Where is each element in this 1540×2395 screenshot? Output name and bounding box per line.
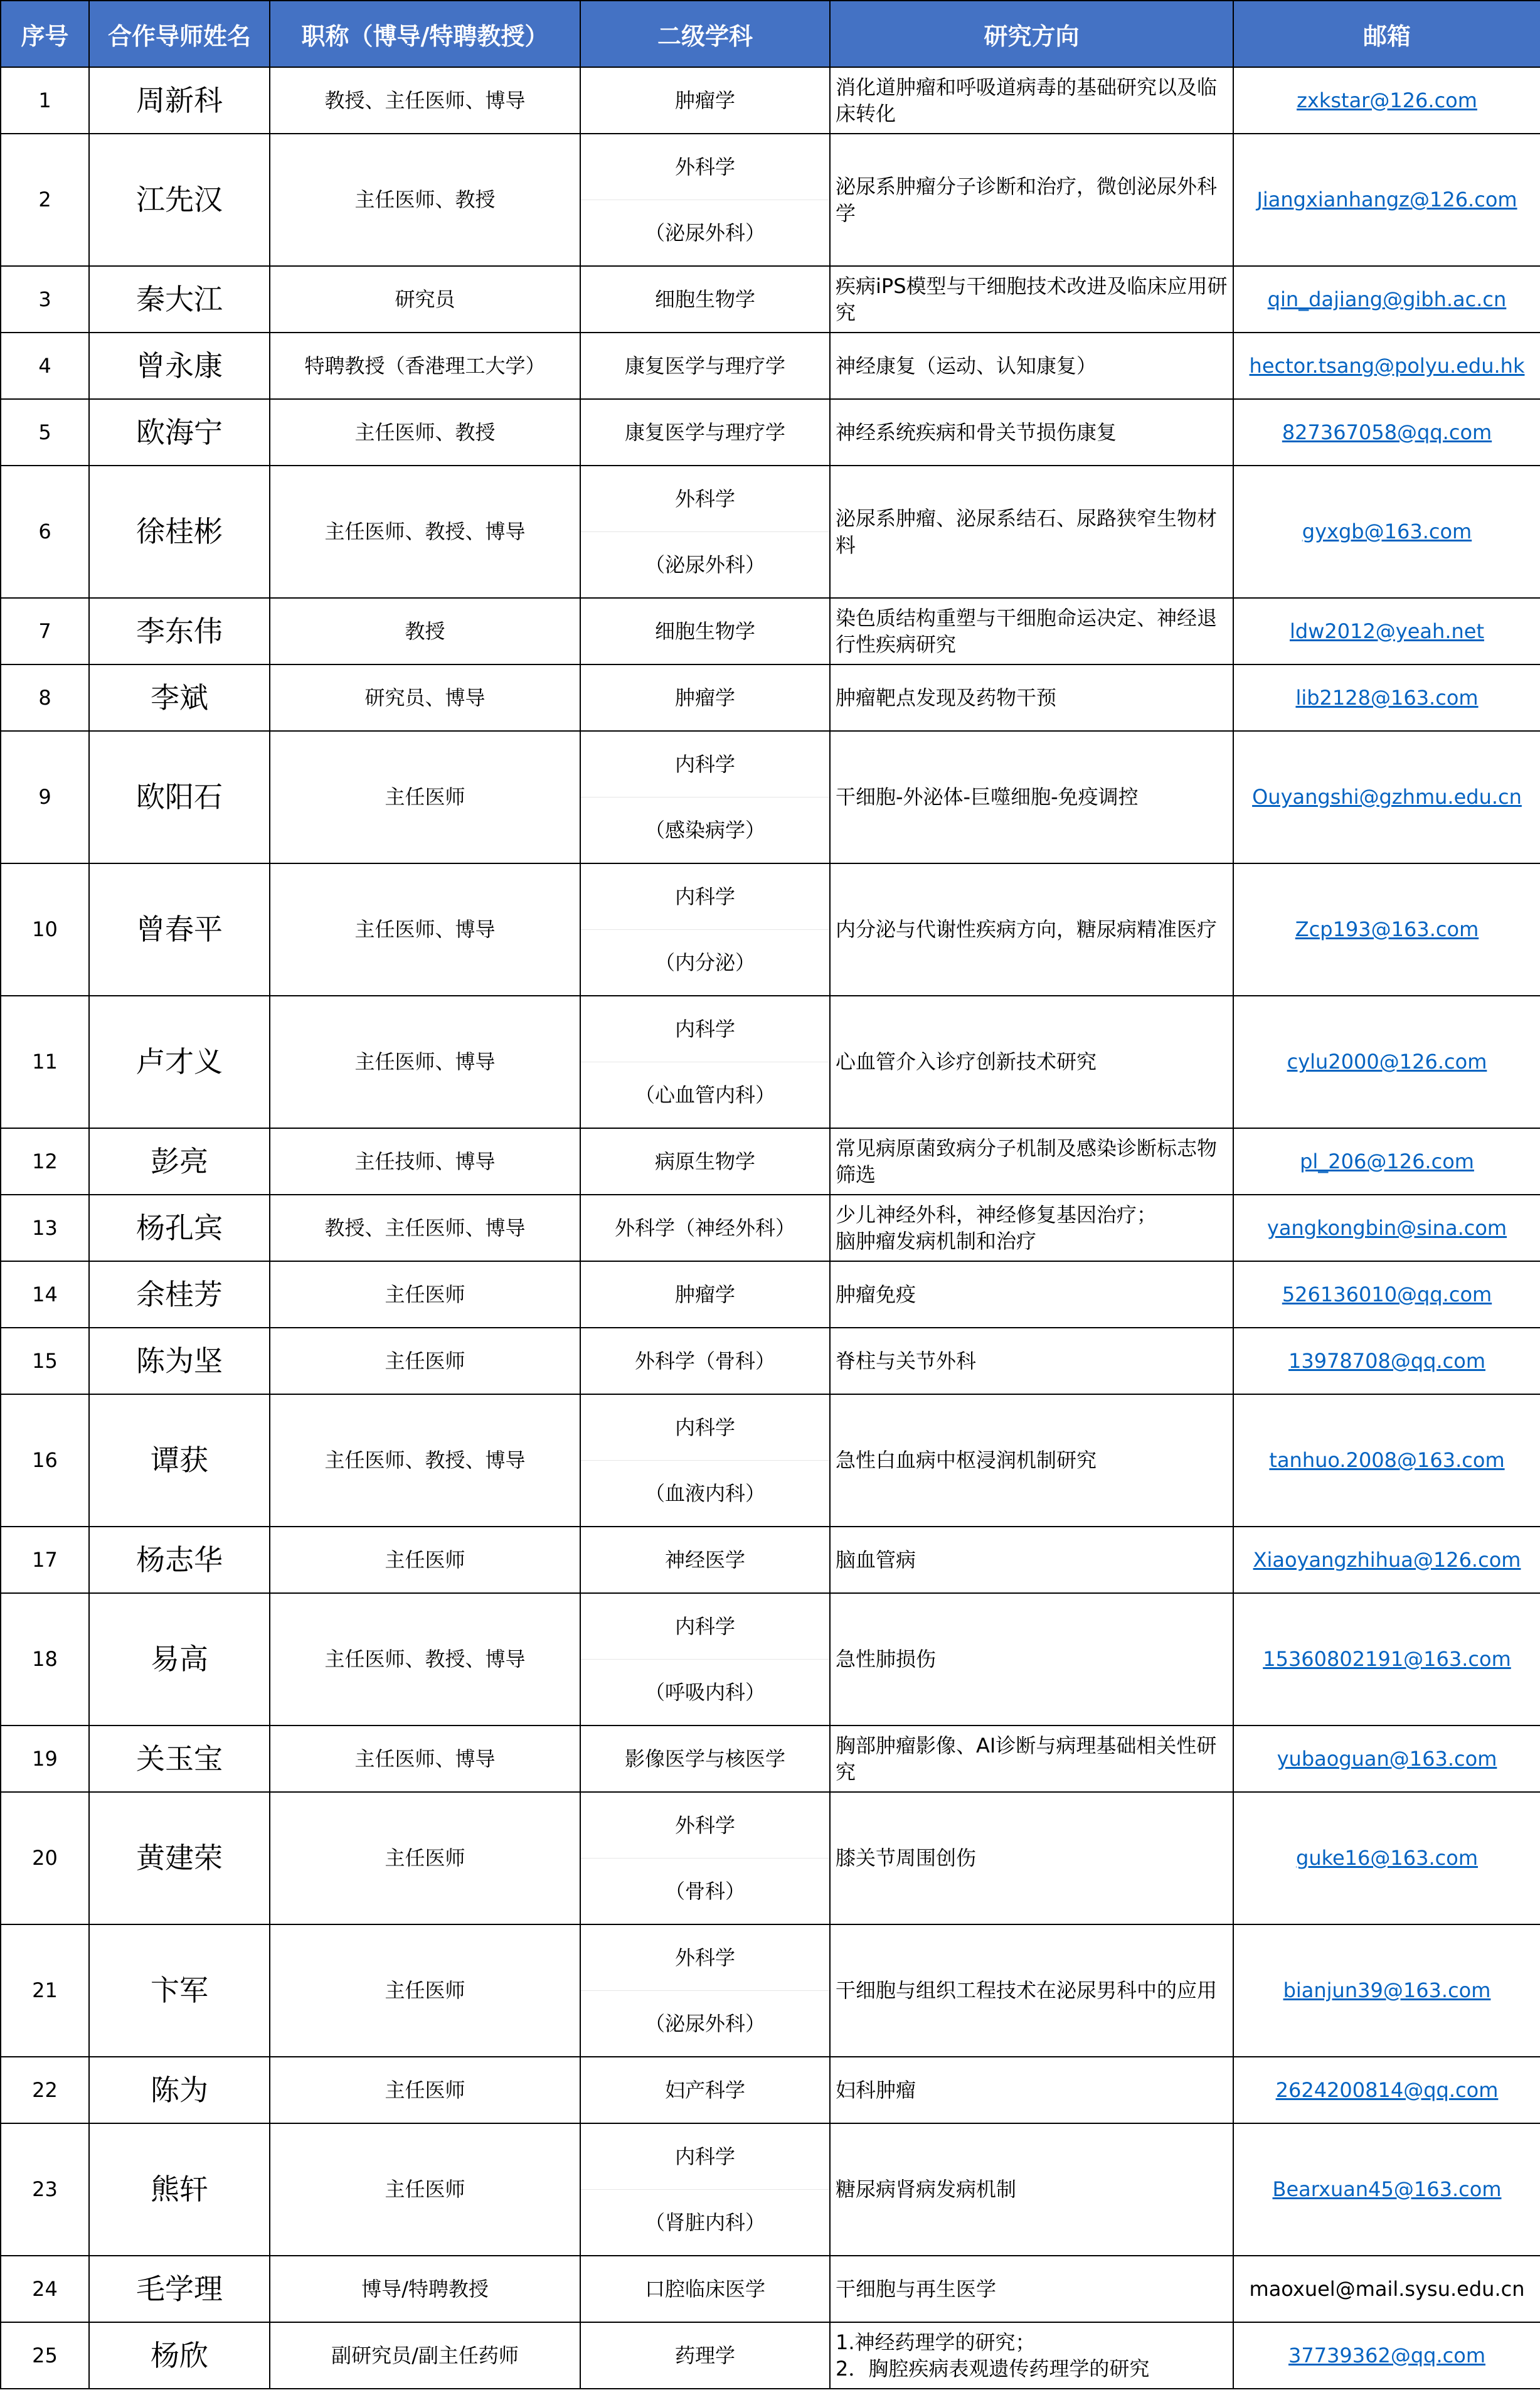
subject-specialty: （血液内科）	[581, 1460, 829, 1526]
email-link[interactable]: pl_206@126.com	[1300, 1149, 1474, 1173]
direction-line: 少儿神经外科，神经修复基因治疗；	[836, 1202, 1157, 1227]
row-number: 10	[1, 863, 89, 996]
research-direction: 糖尿病肾病发病机制	[830, 2123, 1233, 2256]
mentor-name: 江先汉	[89, 134, 270, 266]
subject-main: 外科学	[674, 1945, 735, 1970]
subject	[580, 1593, 830, 1726]
mentor-name: 秦大江	[89, 266, 270, 333]
mentor-title: 主任医师、教授、博导	[270, 1394, 580, 1527]
row-number: 16	[1, 1394, 89, 1527]
email-cell	[1233, 2123, 1540, 2256]
subject	[580, 2123, 830, 2256]
row-number: 23	[1, 2123, 89, 2256]
subject-specialty: （感染病学）	[581, 797, 829, 863]
subject: 肿瘤学	[580, 1261, 830, 1328]
row-number: 4	[1, 333, 89, 399]
subject	[580, 996, 830, 1128]
research-direction: 泌尿系肿瘤分子诊断和治疗，微创泌尿外科学	[830, 134, 1233, 266]
row-number: 13	[1, 1195, 89, 1261]
mentor-title: 主任医师	[270, 1527, 580, 1593]
subject-main: 内科学	[674, 884, 735, 909]
row-number: 11	[1, 996, 89, 1128]
mentor-name: 杨欣	[89, 2322, 270, 2389]
subject: 肿瘤学	[580, 664, 830, 731]
email-link[interactable]: Xiaoyangzhihua@126.com	[1253, 1547, 1521, 1572]
direction-line: 2．胸腔疾病表观遗传药理学的研究	[836, 2357, 1150, 2381]
subject-specialty: （内分泌）	[581, 929, 829, 995]
subject	[580, 1792, 830, 1924]
row-number: 25	[1, 2322, 89, 2389]
subject-main: 内科学	[674, 1614, 735, 1638]
subject: 细胞生物学	[580, 598, 830, 664]
subject: 康复医学与理疗学	[580, 399, 830, 466]
research-direction: 脊柱与关节外科	[830, 1328, 1233, 1394]
mentor-title: 主任医师	[270, 2123, 580, 2256]
subject: 肿瘤学	[580, 67, 830, 134]
mentor-title: 主任医师	[270, 1328, 580, 1394]
table-row	[1, 1195, 1540, 1261]
email-cell	[1233, 598, 1540, 664]
mentor-name: 杨孔宾	[89, 1195, 270, 1261]
table-row	[1, 134, 1540, 266]
subject: 神经医学	[580, 1527, 830, 1593]
subject: 妇产科学	[580, 2057, 830, 2123]
email-link[interactable]: lib2128@163.com	[1295, 685, 1479, 710]
table-row	[1, 1593, 1540, 1726]
subject-main: 内科学	[674, 1016, 735, 1041]
mentor-title: 研究员	[270, 266, 580, 333]
mentor-name: 曾永康	[89, 333, 270, 399]
subject	[580, 1924, 830, 2057]
mentor-title: 教授	[270, 598, 580, 664]
mentor-title: 教授、主任医师、博导	[270, 1195, 580, 1261]
table-row	[1, 466, 1540, 598]
row-number: 9	[1, 731, 89, 863]
mentor-title: 特聘教授（香港理工大学）	[270, 333, 580, 399]
email-link[interactable]: 526136010@qq.com	[1282, 1282, 1492, 1306]
header-email: 邮箱	[1233, 1, 1540, 67]
email-link[interactable]: yubaoguan@163.com	[1277, 1746, 1497, 1771]
header-title: 职称（博导/特聘教授）	[270, 1, 580, 67]
subject-specialty: （心血管内科）	[581, 1062, 829, 1128]
mentor-title: 主任医师、教授、博导	[270, 466, 580, 598]
mentor-name: 毛学理	[89, 2256, 270, 2322]
subject-main: 内科学	[674, 2144, 735, 2168]
research-direction: 常见病原菌致病分子机制及感染诊断标志物筛选	[830, 1128, 1233, 1195]
research-direction	[830, 2322, 1233, 2389]
research-direction: 泌尿系肿瘤、泌尿系结石、尿路狭窄生物材料	[830, 466, 1233, 598]
email-cell	[1233, 1195, 1540, 1261]
row-number: 3	[1, 266, 89, 333]
research-direction: 神经康复（运动、认知康复）	[830, 333, 1233, 399]
mentor-name: 关玉宝	[89, 1726, 270, 1792]
research-direction: 肿瘤免疫	[830, 1261, 1233, 1328]
subject-specialty: （泌尿外科）	[581, 200, 829, 265]
subject: 外科学（骨科）	[580, 1328, 830, 1394]
email-cell	[1233, 1924, 1540, 2057]
mentor-title: 主任医师	[270, 2057, 580, 2123]
table-row	[1, 731, 1540, 863]
direction-line: 脑肿瘤发病机制和治疗	[836, 1229, 1037, 1253]
header-row	[1, 1, 1540, 67]
header-direction: 研究方向	[830, 1, 1233, 67]
table-row	[1, 266, 1540, 333]
email-link[interactable]: tanhuo.2008@163.com	[1269, 1448, 1505, 1473]
research-direction: 肿瘤靶点发现及药物干预	[830, 664, 1233, 731]
mentor-title: 主任医师	[270, 1924, 580, 2057]
subject-specialty: （骨科）	[581, 1858, 829, 1924]
subject: 康复医学与理疗学	[580, 333, 830, 399]
table-row	[1, 664, 1540, 731]
email-link[interactable]: 13978708@qq.com	[1288, 1348, 1485, 1373]
table-row	[1, 1924, 1540, 2057]
research-direction: 染色质结构重塑与干细胞命运决定、神经退行性疾病研究	[830, 598, 1233, 664]
email-cell	[1233, 996, 1540, 1128]
research-direction: 急性肺损伤	[830, 1593, 1233, 1726]
row-number: 24	[1, 2256, 89, 2322]
email-link[interactable]: zxkstar@126.com	[1297, 88, 1477, 112]
row-number: 6	[1, 466, 89, 598]
table-row	[1, 2123, 1540, 2256]
email-cell	[1233, 266, 1540, 333]
mentor-title: 主任医师、教授	[270, 399, 580, 466]
header-subject: 二级学科	[580, 1, 830, 67]
subject-main: 外科学	[674, 486, 735, 511]
mentor-title: 主任医师	[270, 731, 580, 863]
email-text: maoxuel@mail.sysu.edu.cn	[1249, 2276, 1525, 2301]
mentor-title: 研究员、博导	[270, 664, 580, 731]
table-row	[1, 598, 1540, 664]
table-row	[1, 2057, 1540, 2123]
subject-main: 内科学	[674, 752, 735, 776]
email-link[interactable]: 2624200814@qq.com	[1275, 2078, 1499, 2102]
mentor-name: 黄建荣	[89, 1792, 270, 1924]
mentor-title: 教授、主任医师、博导	[270, 67, 580, 134]
table-row	[1, 1261, 1540, 1328]
email-link[interactable]: bianjun39@163.com	[1283, 1978, 1491, 2003]
table-row	[1, 1128, 1540, 1195]
row-number: 1	[1, 67, 89, 134]
mentor-title: 主任医师、教授	[270, 134, 580, 266]
email-link[interactable]: yangkongbin@sina.com	[1267, 1215, 1507, 1240]
email-cell	[1233, 1328, 1540, 1394]
row-number: 8	[1, 664, 89, 731]
email-link[interactable]: 15360802191@163.com	[1263, 1647, 1511, 1672]
mentor-name: 熊轩	[89, 2123, 270, 2256]
row-number: 12	[1, 1128, 89, 1195]
subject: 口腔临床医学	[580, 2256, 830, 2322]
direction-line: 1.神经药理学的研究；	[836, 2330, 1036, 2354]
subject	[580, 863, 830, 996]
research-direction: 急性白血病中枢浸润机制研究	[830, 1394, 1233, 1527]
mentor-name: 彭亮	[89, 1128, 270, 1195]
mentor-name: 欧海宁	[89, 399, 270, 466]
row-number: 22	[1, 2057, 89, 2123]
table-row	[1, 2256, 1540, 2322]
research-direction: 胸部肿瘤影像、AI诊断与病理基础相关性研究	[830, 1726, 1233, 1792]
subject: 药理学	[580, 2322, 830, 2389]
row-number: 5	[1, 399, 89, 466]
email-cell	[1233, 333, 1540, 399]
table-row	[1, 399, 1540, 466]
row-number: 2	[1, 134, 89, 266]
research-direction: 心血管介入诊疗创新技术研究	[830, 996, 1233, 1128]
email-cell	[1233, 1128, 1540, 1195]
mentor-name: 李斌	[89, 664, 270, 731]
subject-specialty: （肾脏内科）	[581, 2189, 829, 2255]
email-cell	[1233, 664, 1540, 731]
research-direction: 内分泌与代谢性疾病方向，糖尿病精准医疗	[830, 863, 1233, 996]
mentor-title: 副研究员/副主任药师	[270, 2322, 580, 2389]
email-cell	[1233, 1593, 1540, 1726]
mentor-name: 曾春平	[89, 863, 270, 996]
research-direction	[830, 1195, 1233, 1261]
mentor-title: 主任医师、博导	[270, 863, 580, 996]
research-direction: 干细胞与组织工程技术在泌尿男科中的应用	[830, 1924, 1233, 2057]
subject-main: 内科学	[674, 1415, 735, 1439]
research-direction: 神经系统疾病和骨关节损伤康复	[830, 399, 1233, 466]
table-row	[1, 1792, 1540, 1924]
table-row	[1, 863, 1540, 996]
email-cell	[1233, 1394, 1540, 1527]
row-number: 15	[1, 1328, 89, 1394]
row-number: 14	[1, 1261, 89, 1328]
email-link[interactable]: guke16@163.com	[1296, 1846, 1478, 1870]
research-direction: 干细胞-外泌体-巨噬细胞-免疫调控	[830, 731, 1233, 863]
mentor-name: 欧阳石	[89, 731, 270, 863]
mentor-title: 博导/特聘教授	[270, 2256, 580, 2322]
mentor-name: 杨志华	[89, 1527, 270, 1593]
header-no: 序号	[1, 1, 89, 67]
subject	[580, 466, 830, 598]
research-direction: 妇科肿瘤	[830, 2057, 1233, 2123]
email-link[interactable]: 37739362@qq.com	[1288, 2343, 1485, 2367]
email-cell	[1233, 863, 1540, 996]
email-cell	[1233, 134, 1540, 266]
research-direction: 膝关节周围创伤	[830, 1792, 1233, 1924]
subject-specialty: （泌尿外科）	[581, 1990, 829, 2056]
mentor-name: 余桂芳	[89, 1261, 270, 1328]
email-cell	[1233, 1527, 1540, 1593]
subject: 影像医学与核医学	[580, 1726, 830, 1792]
table-row	[1, 996, 1540, 1128]
mentor-name: 徐桂彬	[89, 466, 270, 598]
row-number: 7	[1, 598, 89, 664]
row-number: 17	[1, 1527, 89, 1593]
table-row	[1, 1726, 1540, 1792]
mentor-title: 主任医师	[270, 1261, 580, 1328]
email-cell	[1233, 399, 1540, 466]
research-direction: 脑血管病	[830, 1527, 1233, 1593]
research-direction: 消化道肿瘤和呼吸道病毒的基础研究以及临床转化	[830, 67, 1233, 134]
mentor-name: 卢才义	[89, 996, 270, 1128]
email-cell	[1233, 731, 1540, 863]
mentor-name: 陈为坚	[89, 1328, 270, 1394]
table-row	[1, 333, 1540, 399]
subject-main: 外科学	[674, 154, 735, 179]
email-link[interactable]: Jiangxianhangz@126.com	[1256, 188, 1517, 212]
table-row	[1, 1394, 1540, 1527]
email-link[interactable]: qin_dajiang@gibh.ac.cn	[1267, 287, 1507, 311]
subject	[580, 134, 830, 266]
table-row	[1, 67, 1540, 134]
mentor-name: 周新科	[89, 67, 270, 134]
email-cell	[1233, 1792, 1540, 1924]
mentor-title: 主任技师、博导	[270, 1128, 580, 1195]
mentor-title: 主任医师	[270, 1792, 580, 1924]
subject-main: 外科学	[674, 1813, 735, 1837]
email-link[interactable]: Bearxuan45@163.com	[1272, 2177, 1502, 2202]
mentor-title: 主任医师、教授、博导	[270, 1593, 580, 1726]
subject: 外科学（神经外科）	[580, 1195, 830, 1261]
research-direction: 干细胞与再生医学	[830, 2256, 1233, 2322]
email-link[interactable]: Zcp193@163.com	[1295, 917, 1479, 942]
row-number: 19	[1, 1726, 89, 1792]
email-cell	[1233, 67, 1540, 134]
mentor-name: 陈为	[89, 2057, 270, 2123]
table-row	[1, 1527, 1540, 1593]
mentor-title: 主任医师、博导	[270, 996, 580, 1128]
research-direction: 疾病iPS模型与干细胞技术改进及临床应用研究	[830, 266, 1233, 333]
email-link[interactable]: Ouyangshi@gzhmu.edu.cn	[1252, 785, 1522, 809]
email-link[interactable]: cylu2000@126.com	[1287, 1050, 1487, 1074]
subject	[580, 1394, 830, 1527]
email-cell	[1233, 466, 1540, 598]
subject	[580, 731, 830, 863]
subject-specialty: （泌尿外科）	[581, 531, 829, 597]
mentor-name: 李东伟	[89, 598, 270, 664]
table-row	[1, 1328, 1540, 1394]
email-link[interactable]: ldw2012@yeah.net	[1289, 619, 1484, 643]
row-number: 21	[1, 1924, 89, 2057]
email-cell	[1233, 2057, 1540, 2123]
mentor-title: 主任医师、博导	[270, 1726, 580, 1792]
email-link[interactable]: 827367058@qq.com	[1282, 420, 1492, 444]
mentor-name: 谭获	[89, 1394, 270, 1527]
email-cell	[1233, 2322, 1540, 2389]
email-link[interactable]: hector.tsang@polyu.edu.hk	[1249, 353, 1525, 378]
email-cell	[1233, 1261, 1540, 1328]
email-link[interactable]: gyxgb@163.com	[1302, 520, 1472, 544]
email-cell	[1233, 1726, 1540, 1792]
subject: 细胞生物学	[580, 266, 830, 333]
mentor-name: 卞军	[89, 1924, 270, 2057]
subject-specialty: （呼吸内科）	[581, 1659, 829, 1725]
email-cell	[1233, 2256, 1540, 2322]
mentor-name: 易高	[89, 1593, 270, 1726]
subject: 病原生物学	[580, 1128, 830, 1195]
table-row	[1, 2322, 1540, 2389]
row-number: 20	[1, 1792, 89, 1924]
row-number: 18	[1, 1593, 89, 1726]
header-name: 合作导师姓名	[89, 1, 270, 67]
